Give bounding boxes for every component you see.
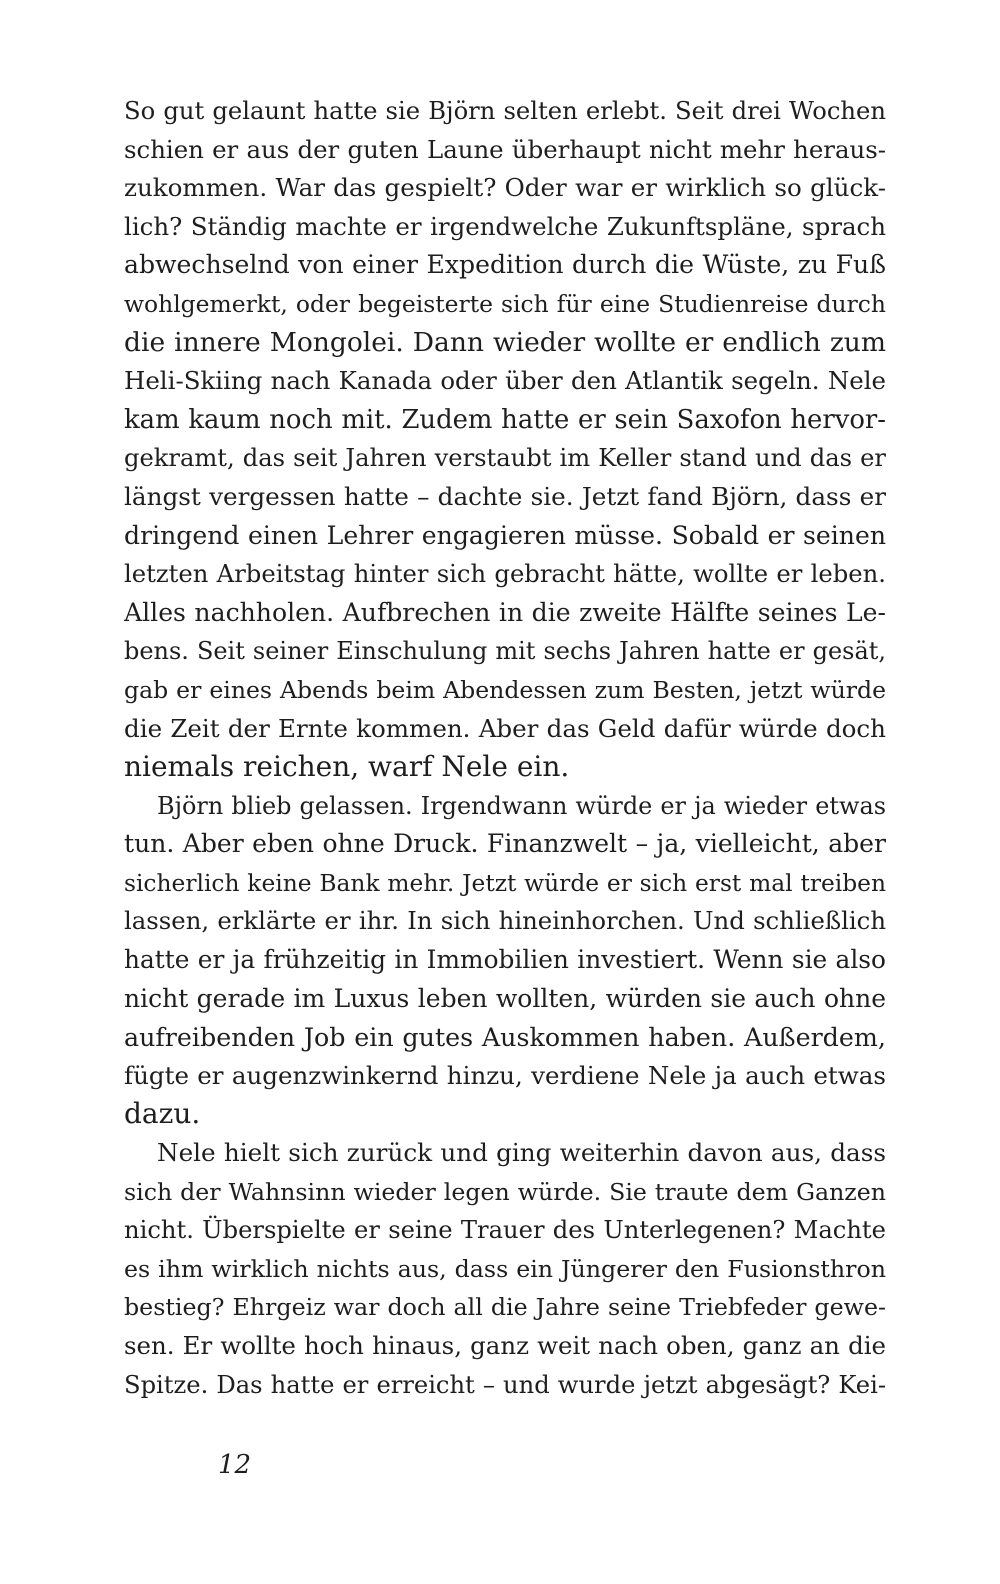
paragraph-2 [124,787,886,1134]
text-line: Heli-Skiing nach Kanada oder über den Atlantik segeln. Nele [124,366,886,396]
text-line: nicht gerade im Luxus leben wollten, würden sie auch ohne [124,983,886,1013]
text-line: die innere Mongolei. Dann wieder wollte er endlich zum [124,326,886,358]
text-line: es ihm wirklich nichts aus, dass ein Jüngerer den Fusionsthron [124,1254,886,1283]
text-line: sicherlich keine Bank mehr. Jetzt würde er sich erst mal treiben [124,868,886,897]
text-line: gekramt, das seit Jahren verstaubt im Keller stand und das er [124,444,886,473]
text-line: niemals reichen, warf Nele ein. [124,750,570,784]
text-line: abwechselnd von einer Expedition durch die Wüste, zu Fuß [124,250,886,280]
text-line: fügte er augenzwinkernd hinzu, verdiene Nele ja auch etwas [124,1060,886,1090]
text-line: nicht. Überspielte er seine Trauer des Unterlegenen? Machte [124,1216,886,1245]
text-line: aufreibenden Job ein gutes Auskommen haben. Außerdem, [124,1022,886,1053]
text-line: Nele hielt sich zurück und ging weiterhin davon aus, dass [157,1138,886,1168]
text-line: bens. Seit seiner Einschulung mit sechs Jahren hatte er gesät, [124,637,886,666]
text-line: kam kaum noch mit. Zudem hatte er sein Saxofon hervor- [124,404,886,435]
text-line: sen. Er wollte hoch hinaus, ganz weit nach oben, ganz an die [124,1331,886,1360]
text-line: Spitze. Das hatte er erreicht – und wurde jetzt abgesägt? Kei- [124,1370,886,1399]
text-line: die Zeit der Ernte kommen. Aber das Geld dafür würde doch [124,713,886,743]
text-line: gab er eines Abends beim Abendessen zum Besten, jetzt würde [124,675,886,704]
text-line: dringend einen Lehrer engagieren müsse. Sobald er seinen [124,520,886,550]
text-line: lich? Ständig machte er irgendwelche Zukunftspläne, sprach [124,211,886,241]
text-line: sich der Wahnsinn wieder legen würde. Sie traute dem Ganzen [124,1177,886,1206]
body-text [124,92,886,1404]
text-line: zukommen. War das gespielt? Oder war er wirklich so glück- [124,173,886,203]
text-line: lassen, erklärte er ihr. In sich hineinhorchen. Und schließlich [124,906,886,936]
text-line: dazu. [124,1097,201,1131]
text-line: hatte er ja frühzeitig in Immobilien investiert. Wenn sie also [124,945,886,975]
paragraph-3 [124,1134,886,1404]
text-line: tun. Aber eben ohne Druck. Finanzwelt – ja, vielleicht, aber [124,829,886,859]
page-number: 12 [218,1450,252,1480]
text-line: So gut gelaunt hatte sie Björn selten erlebt. Seit drei Wochen [124,96,886,125]
text-line: Alles nachholen. Aufbrechen in die zweite Hälfte seines Le- [124,597,886,627]
paragraph-1 [124,92,886,787]
text-line: schien er aus der guten Laune überhaupt nicht mehr heraus- [124,134,886,164]
text-line: längst vergessen hatte – dachte sie. Jetzt fand Björn, dass er [124,481,886,511]
text-line: wohlgemerkt, oder begeisterte sich für eine Studienreise durch [124,289,886,318]
text-line: bestieg? Ehrgeiz war doch all die Jahre seine Triebfeder gewe- [124,1293,886,1322]
text-line: letzten Arbeitstag hinter sich gebracht hätte, wollte er leben. [124,559,886,589]
text-line: Björn blieb gelassen. Irgendwann würde er ja wieder etwas [157,791,886,820]
